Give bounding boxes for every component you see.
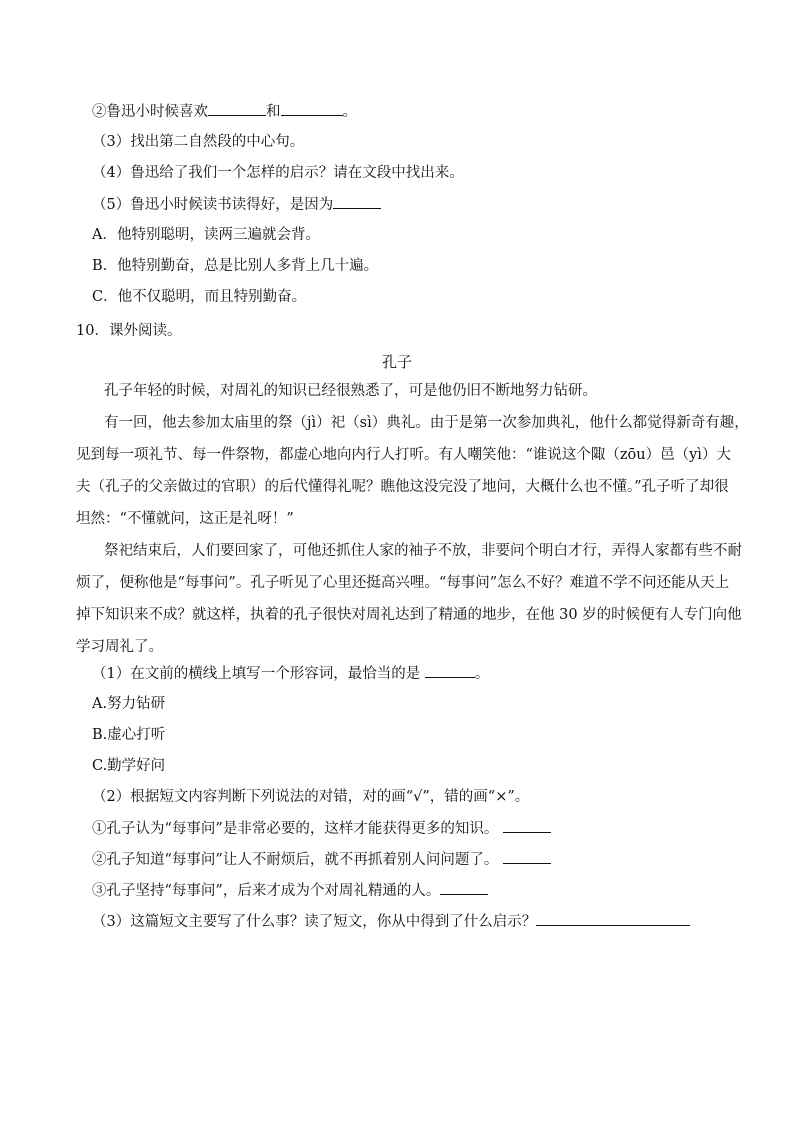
q10-sub1-end: 。 (474, 666, 490, 682)
q9-option-a: A．他特别聪明，读两三遍就会背。 (92, 227, 320, 243)
q10-sub1-option-a: A.努力钻研 (92, 696, 166, 712)
answer-blank[interactable] (425, 663, 475, 678)
passage-title: 孔子 (381, 353, 412, 371)
passage-p1: 孔子年轻的时候，对周礼的知识已经很熟悉了，可是他仍旧不断地努力钻研。 (104, 383, 597, 399)
q9-sub5 (92, 194, 381, 215)
q10-sub3-text: （3）这篇短文主要写了什么事？读了短文，你从中得到了什么启示？ (92, 914, 537, 930)
q10-sub1 (92, 663, 489, 684)
q10-sub1-text: （1）在文前的横线上填写一个形容词，最恰当的是 (92, 666, 421, 682)
q9-sub4: （4）鲁迅给了我们一个怎样的启示？请在文段中找出来。 (92, 165, 464, 181)
q10-sub2-item1 (92, 818, 551, 839)
q10-sub2-item1-text: ①孔子认为“每事问”是非常必要的，这样才能获得更多的知识。 (92, 821, 499, 837)
q9-sub5-text: （5）鲁迅小时候读书读得好，是因为 (92, 197, 334, 213)
answer-blank[interactable] (281, 101, 343, 116)
q9-sub2-item2-text-c: 。 (342, 104, 357, 120)
passage-p2-line3: 夫（孔子的父亲做过的官职）的后代懂得礼呢？瞧他这没完没了地问，大概什么也不懂。”孔子听了却很 (76, 479, 729, 495)
q9-sub2-item2 (92, 101, 357, 122)
passage-p3-line1: 祭祀结束后，人们要回家了，可他还抓住人家的袖子不放，非要问个明白才行，弄得人家都有些不耐 (104, 543, 742, 559)
q10-sub1-option-c: C.勤学好问 (92, 758, 166, 774)
answer-blank[interactable] (440, 880, 488, 895)
q9-sub2-item2-text-b: 和 (266, 104, 281, 120)
passage-p2-line2: 见到每一项礼节、每一件祭物，都虚心地向内行人打听。有人嘲笑他：“谁说这个陬（zōu）邑（yì）大 (76, 447, 731, 463)
q10-sub2-item2-text: ②孔子知道“每事问”让人不耐烦后，就不再抓着别人问问题了。 (92, 852, 499, 868)
q9-sub2-item2-text-a: ②鲁迅小时候喜欢 (92, 104, 208, 120)
answer-blank[interactable] (503, 818, 551, 833)
q10-sub1-option-b: B.虚心打听 (92, 727, 166, 743)
passage-p3-line2: 烦了，便称他是“每事问”。孔子听见了心里还挺高兴哩。“每事问”怎么不好？难道不学不问还能从天上 (76, 575, 730, 591)
q10-sub2-item3 (92, 880, 488, 901)
passage-p2-line1: 有一回，他去参加太庙里的祭（jì）祀（sì）典礼。由于是第一次参加典礼，他什么都觉得新奇有趣， (104, 415, 749, 431)
q10-sub3 (92, 911, 690, 932)
q9-option-c: C．他不仅聪明，而且特别勤奋。 (92, 289, 307, 305)
q10-sub2-item3-text: ③孔子坚持“每事问”，后来才成为个对周礼精通的人。 (92, 883, 441, 899)
q10-sub2: （2）根据短文内容判断下列说法的对错，对的画“√”，错的画“×”。 (92, 789, 530, 805)
answer-blank[interactable] (503, 849, 551, 864)
passage-p3-line3: 掉下知识来不成？就这样，执着的孔子很快对周礼达到了精通的地步，在他 30 岁的时候便有人专门向他 (76, 607, 742, 623)
q9-sub3: （3）找出第二自然段的中心句。 (92, 134, 305, 150)
answer-blank[interactable] (536, 911, 690, 926)
q10-heading: 10．课外阅读。 (76, 323, 182, 339)
answer-blank[interactable] (333, 194, 381, 209)
answer-blank[interactable] (208, 101, 266, 116)
q9-option-b: B．他特别勤奋，总是比别人多背上几十遍。 (92, 258, 379, 274)
passage-p2-line4: 坦然：“不懂就问，这正是礼呀！” (76, 511, 294, 527)
passage-p3-line4: 学习周礼了。 (76, 639, 163, 655)
q10-sub2-item2 (92, 849, 551, 870)
